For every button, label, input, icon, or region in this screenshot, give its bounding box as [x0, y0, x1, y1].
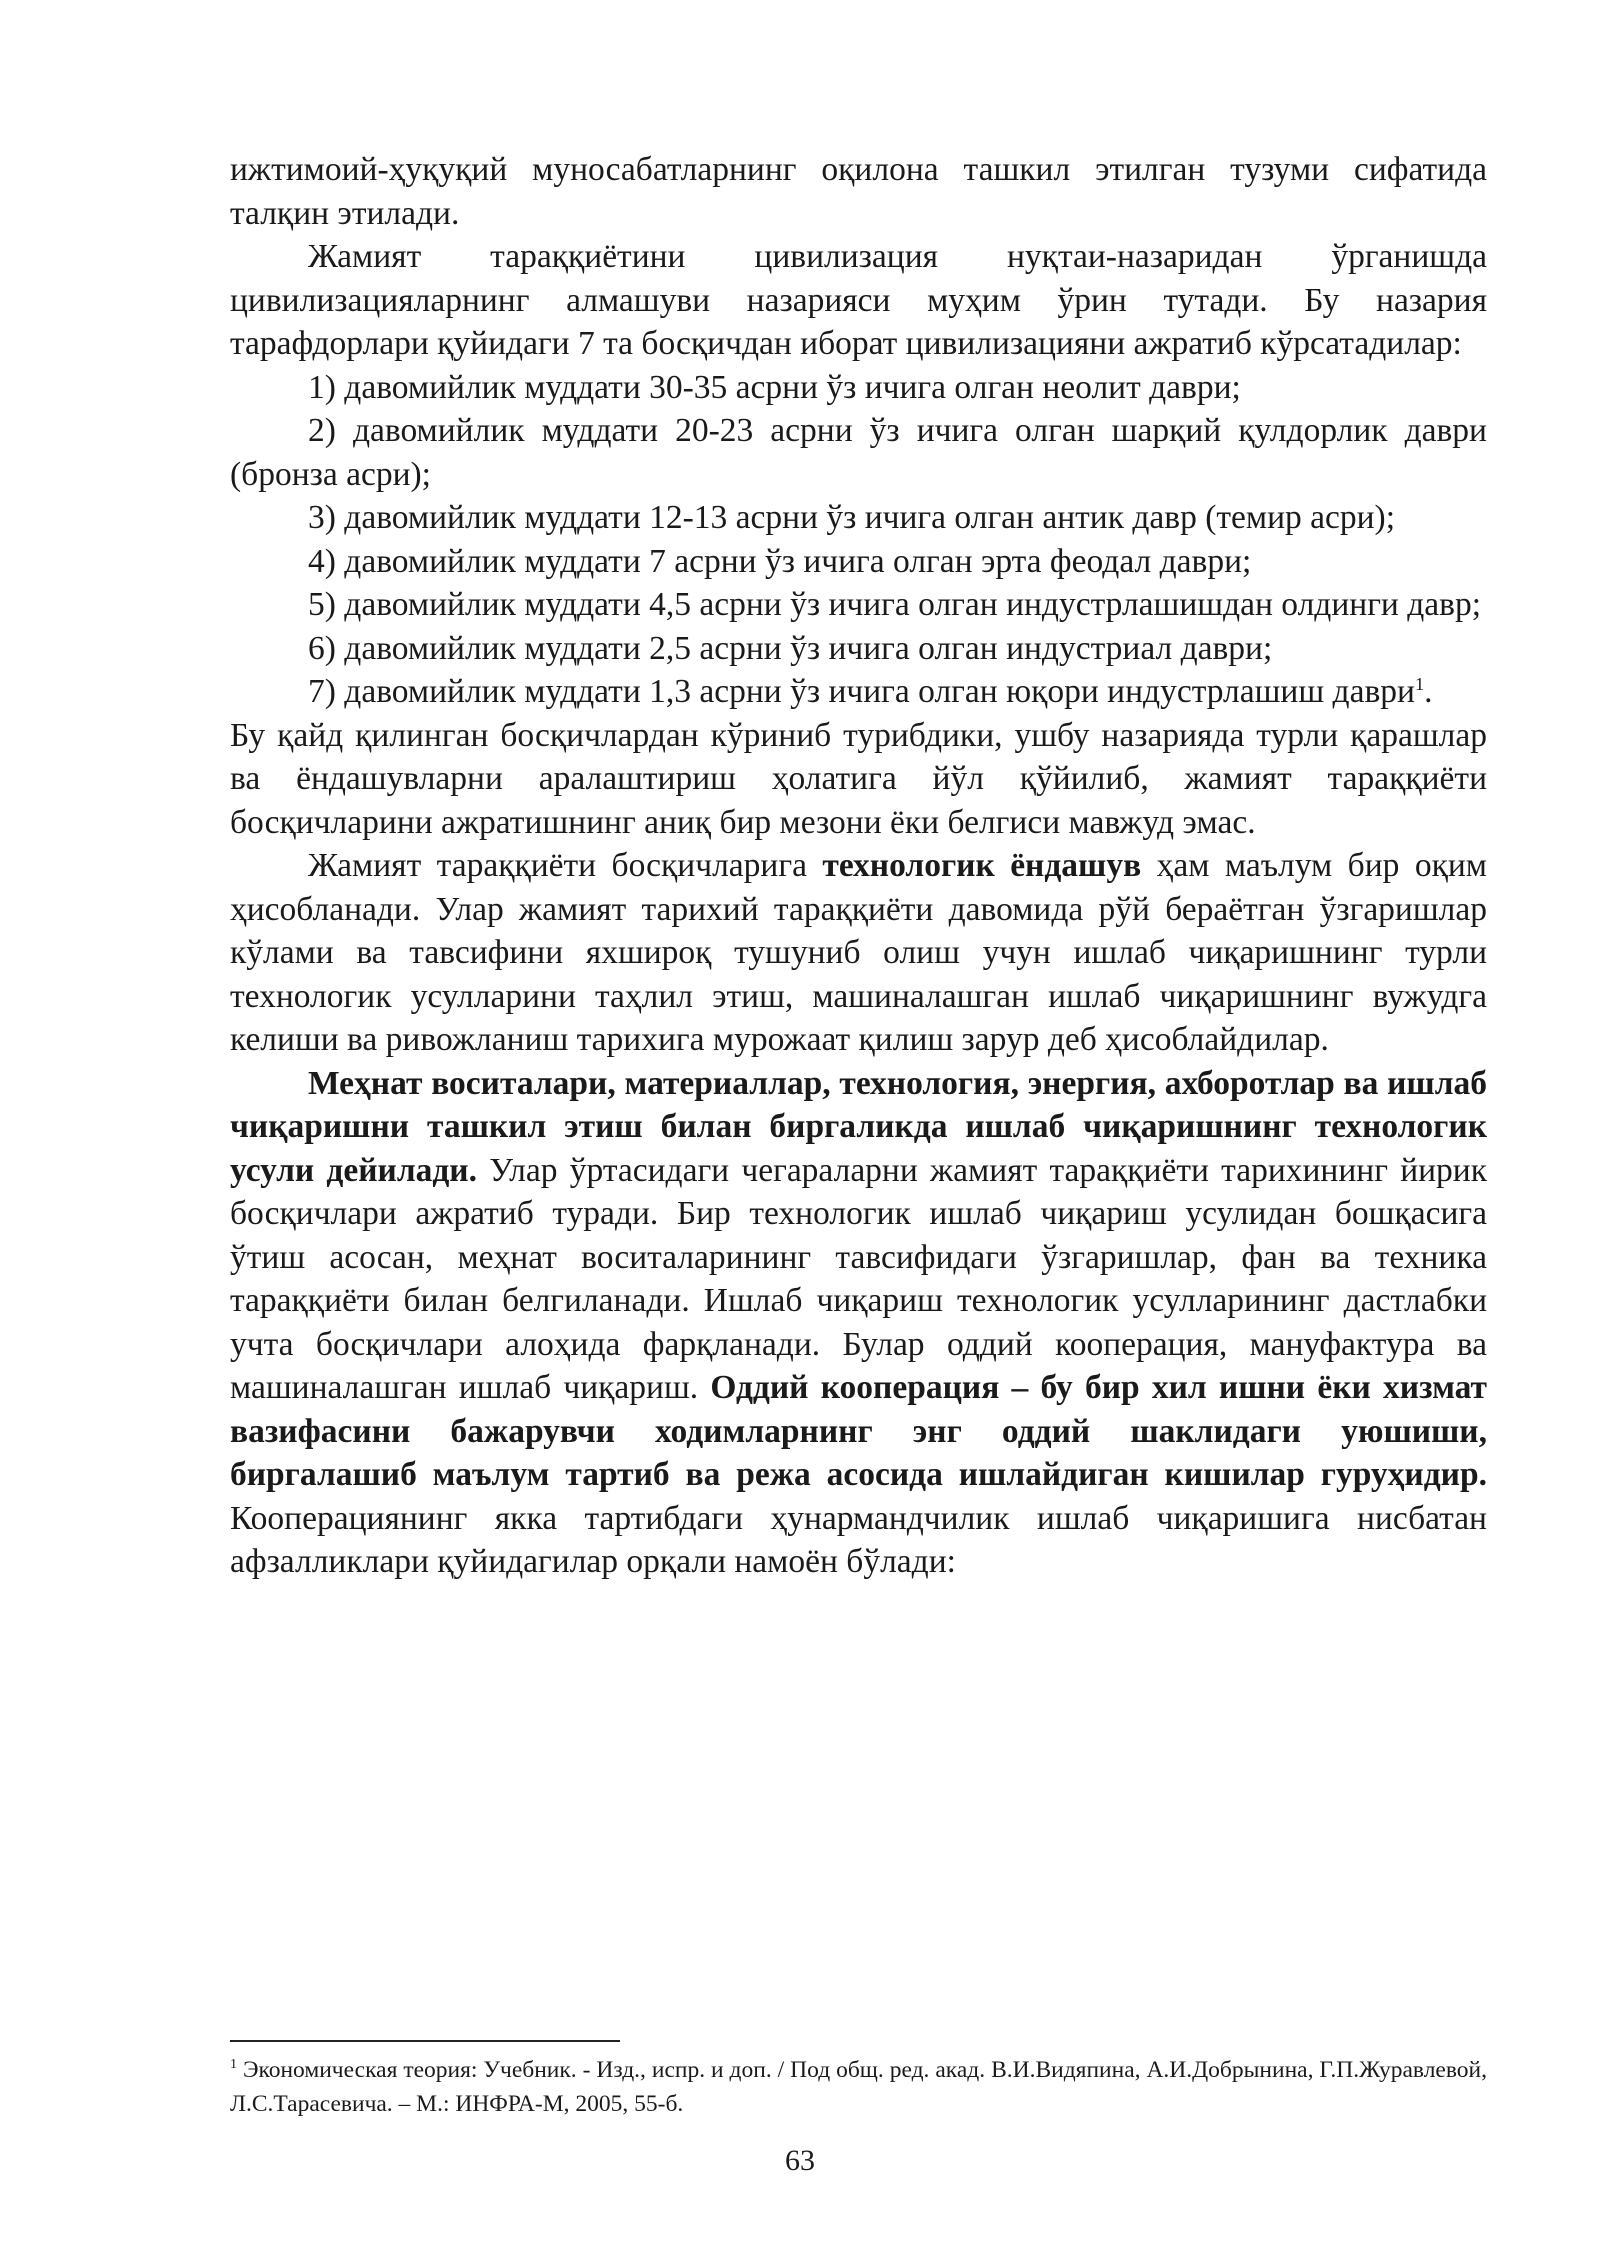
- paragraph-text: Жамият тараққиёти босқичларига: [308, 847, 823, 884]
- paragraph-text: ҳам маълум бир оқим ҳисобланади. Улар жамият тарихий тараққиёти давомида рўй бераётган ўзгаришлар кўлами ва тавсифини яхшироқ тушуниб олиш учун ишлаб чиқаришнинг турли технологик усулларини таҳлил этиш, машиналашган ишлаб чиқаришнинг вужудга келиши ва ривожланиш тарихига мурожаат қилиш зарур деб ҳисоблайдилар.: [230, 847, 1487, 1058]
- footnote-divider: [230, 2040, 620, 2042]
- list-item-2: 2) давомийлик муддати 20-23 асрни ўз ичига олган шарқий қулдорлик даври (бронза асри);: [230, 412, 1487, 493]
- footnote-text: Экономическая теория: Учебник. - Изд., испр. и доп. / Под общ. ред. акад. В.И.Видяпина, А.И.Добрынина, Г.П.Журавлевой, Л.С.Тарасевича. – М.: ИНФРА-М, 2005, 55-б.: [230, 2057, 1487, 2117]
- list-item-6: 6) давомийлик муддати 2,5 асрни ўз ичига олган индустриал даври;: [308, 629, 1273, 667]
- paragraph-stages-criteria: Бу қайд қилинган босқичлардан кўриниб турибдики, ушбу назарияда турли қарашлар ва ёндашувларни аралаштириш ҳолатига йўл қўйилиб, жамият тараққиёти босқичларини ажратишнинг аниқ бир мезони ёки белгиси мавжуд эмас.: [230, 716, 1487, 841]
- paragraph-text: Кооперациянинг якка тартибдаги ҳунармандчилик ишлаб чиқаришига нисбатан афзалликлари қуйидагилар орқали намоён бўлади:: [230, 1499, 1487, 1580]
- list-item-5: 5) давомийлик муддати 4,5 асрни ўз ичига олган индустрлашишдан олдинги давр;: [308, 586, 1482, 623]
- page-number: 63: [785, 2144, 815, 2177]
- footnote: [230, 2053, 1487, 2121]
- list-item-3: 3) давомийлик муддати 12-13 асрни ўз ичига олган антик давр (темир асри);: [308, 499, 1396, 536]
- list-item-7-text: 7) давомийлик муддати 1,3 асрни ўз ичига олган юқори индустрлашиш даври: [308, 673, 1415, 710]
- footnote-marker: 1: [230, 2056, 238, 2073]
- paragraph-continuation: ижтимоий-ҳуқуқий муносабатларнинг оқилона ташкил этилган тузуми сифатида талқин этилади.: [230, 151, 1487, 232]
- list-item-7-end: .: [1424, 673, 1433, 710]
- list-item-1: 1) давомийлик муддати 30-35 асрни ўз ичига олган неолит даври;: [308, 368, 1241, 406]
- bold-term: технологик ёндашув: [822, 847, 1142, 884]
- paragraph-text: Улар ўртасидаги чегараларни жамият тараққиёти тарихининг йирик босқичлари ажратиб туради. Бир технологик ишлаб чиқариш усулидан бошқасига ўтиш асосан, меҳнат воситаларининг тавсифидаги ўзгаришлар, фан ва техника тараққиёти билан белгиланади. Ишлаб чиқариш технологик усулларининг дастлабки учта босқичлари алоҳида фарқланади. Булар оддий кооперация, мануфактура ва машиналашган ишлаб чиқариш.: [230, 1151, 1488, 1406]
- footnote-reference[interactable]: 1: [1414, 673, 1425, 694]
- paragraph-technological-approach: [230, 844, 1487, 1062]
- page-body: [230, 148, 1487, 1584]
- list-item-4: 4) давомийлик муддати 7 асрни ўз ичига олган эрта феодал даври;: [308, 542, 1252, 580]
- paragraph-civilization-theory: Жамият тараққиётини цивилизация нуқтаи-назаридан ўрганишда цивилизацияларнинг алмашуви назарияси муҳим ўрин тутади. Бу назария тарафдорлари қуйидаги 7 та босқичдан иборат цивилизацияни ажратиб кўрсатадилар:: [230, 238, 1487, 362]
- bold-definition: Оддий кооперация – бу бир хил ишни ёки хизмат вазифасини бажарувчи ходимларнинг энг оддий шаклидаги уюшиши, биргалашиб маълум тартиб ва режа асосида ишлайдиган кишилар гуруҳидир.: [230, 1369, 1487, 1493]
- bold-definition: Меҳнат воситалари, материаллар, технология, энергия, ахборотлар ва ишлаб чиқаришни ташкил этиш билан биргаликда ишлаб чиқаришнинг технологик усули дейилади.: [230, 1064, 1487, 1189]
- paragraph-technological-method: [230, 1062, 1487, 1584]
- list-item-7: [230, 670, 1487, 714]
